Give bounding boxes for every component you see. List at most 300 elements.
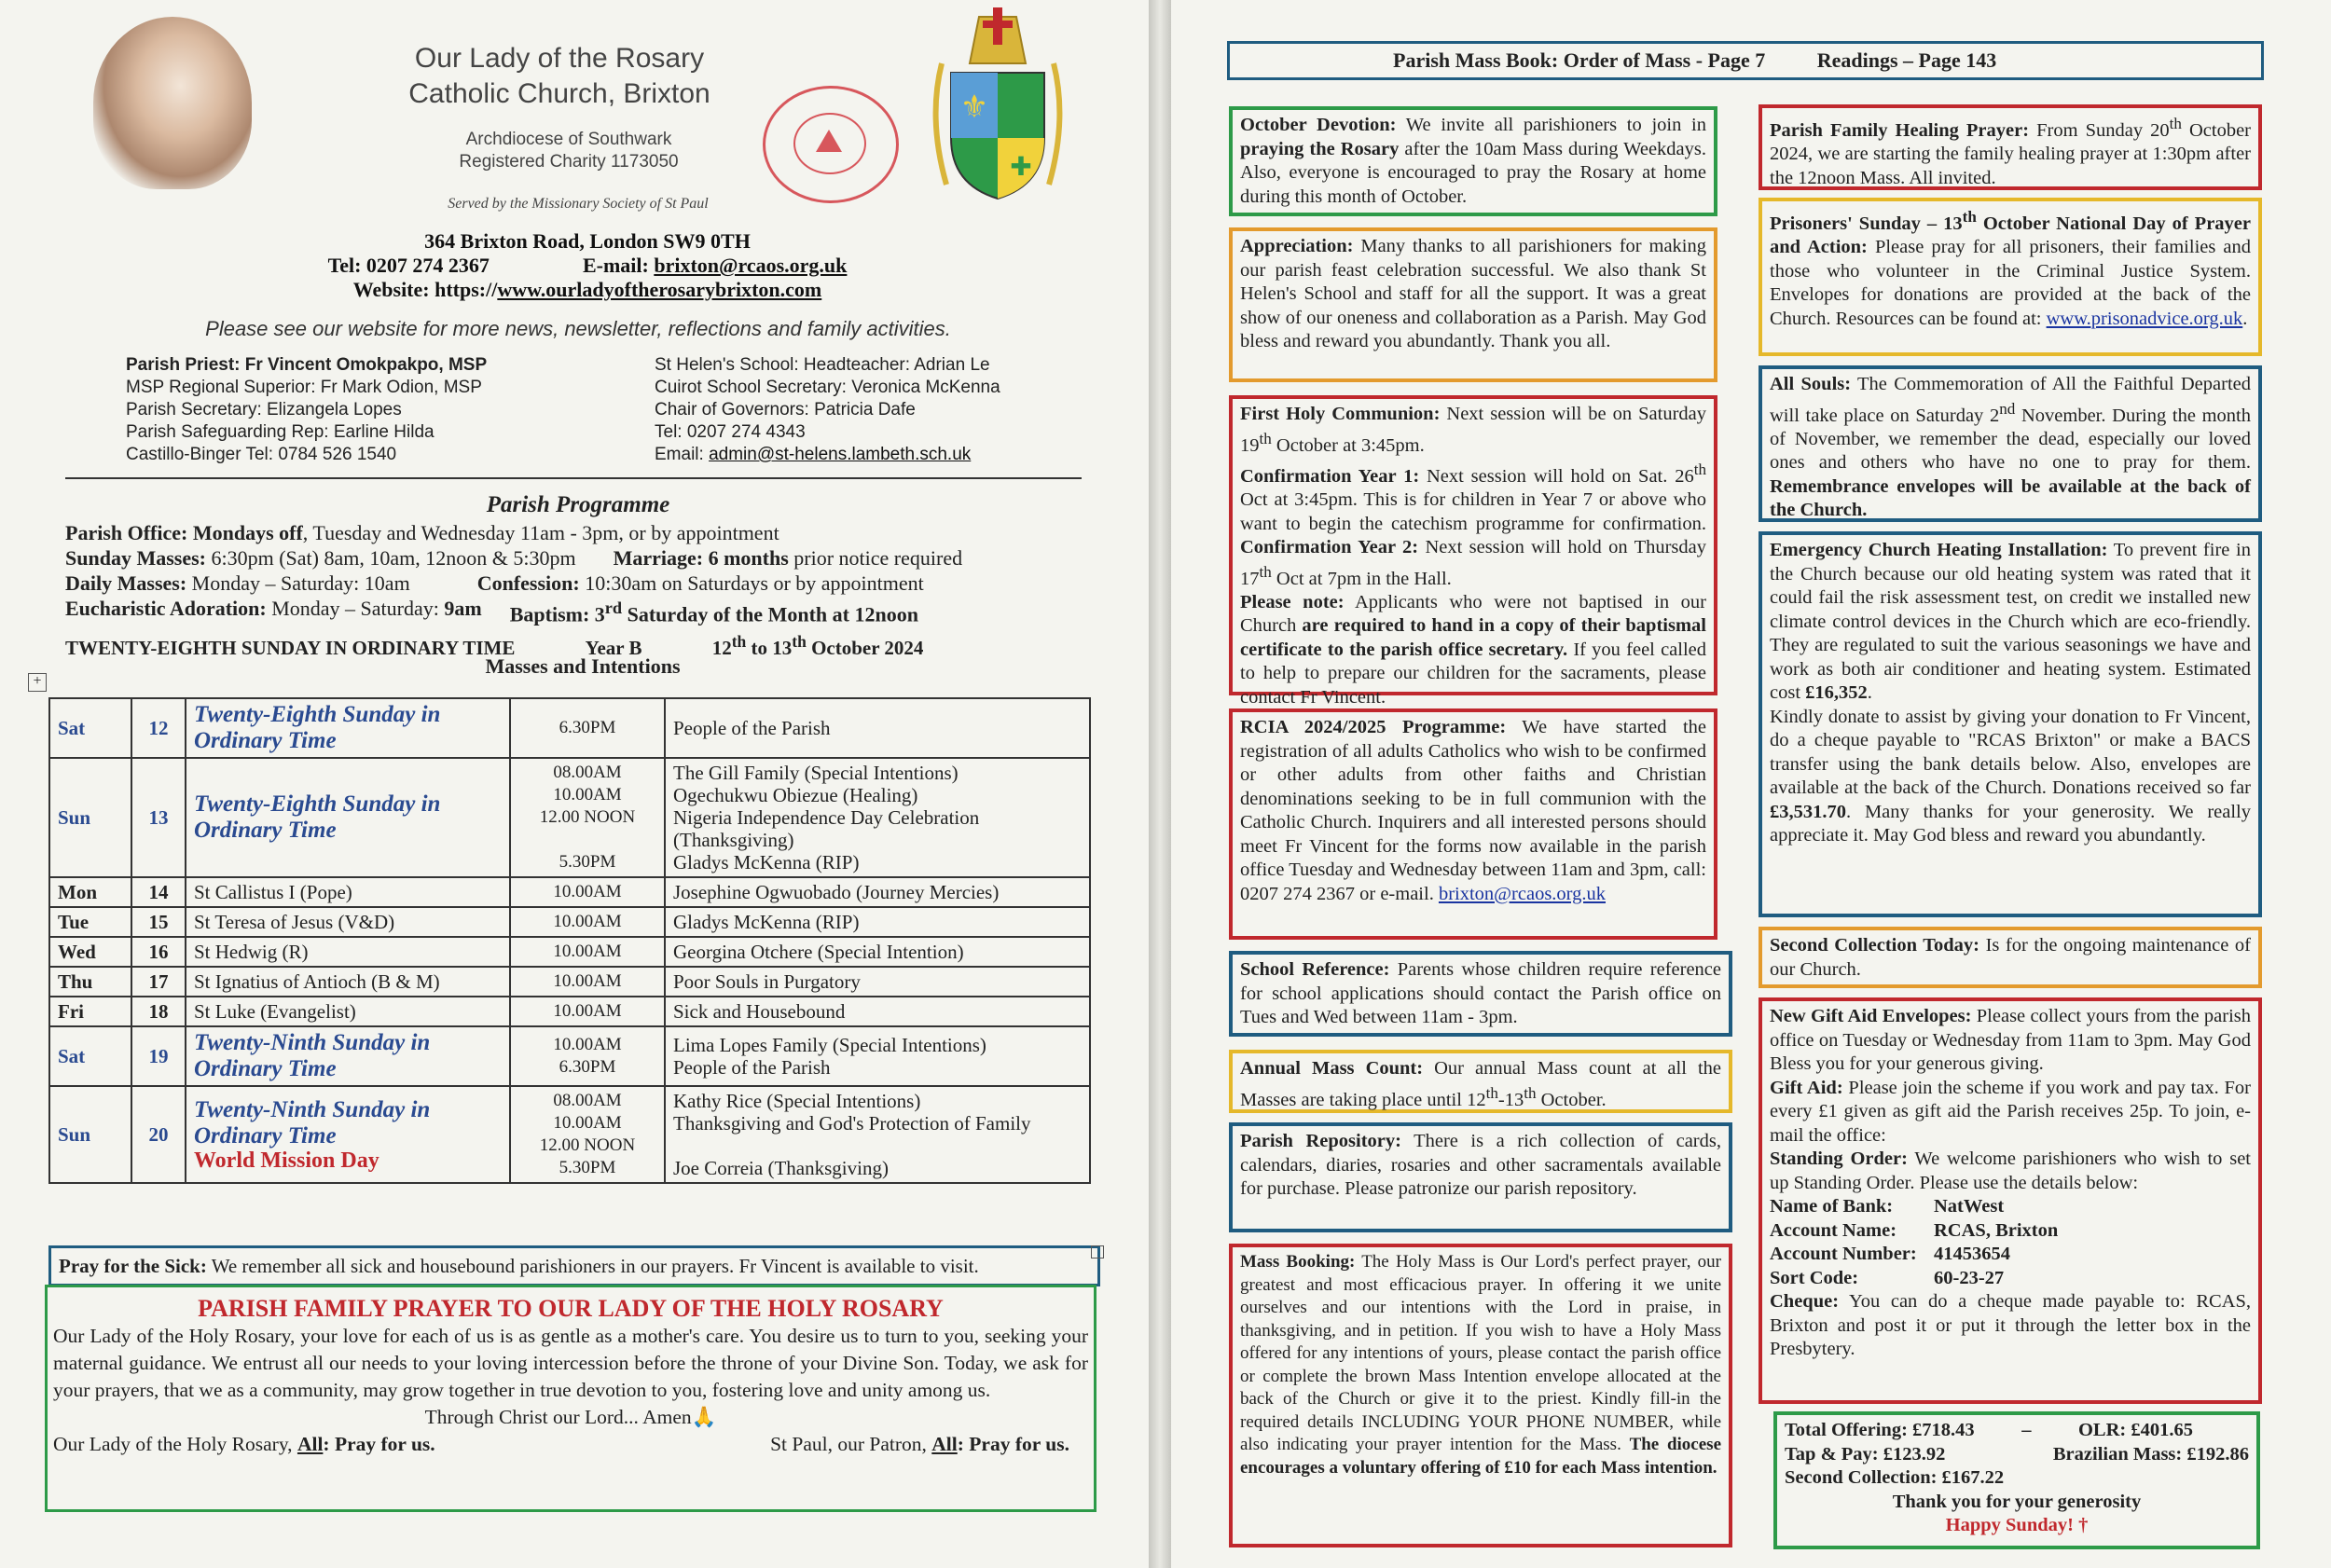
feast-name: Twenty-Ninth Sunday in Ordinary Time — [194, 1097, 431, 1148]
programme-title: Parish Programme — [486, 492, 670, 517]
prison-advice-link[interactable]: www.prisonadvice.org.uk — [2046, 308, 2243, 329]
mass-times — [510, 1086, 665, 1183]
mass-time: 6.30PM — [559, 718, 616, 737]
healing-prayer-notice — [1759, 104, 2262, 190]
school-staff-list — [655, 354, 1000, 466]
mass-day: Sat — [49, 698, 131, 758]
gift-aid-title: Gift Aid: — [1770, 1077, 1843, 1098]
contact-block — [149, 229, 1026, 302]
website-line — [149, 278, 1026, 302]
website-label: Website: https:// — [352, 278, 498, 301]
staff-right-3: Tel: 0207 274 4343 — [655, 422, 806, 442]
date-end: October 2024 — [806, 637, 924, 659]
mass-time: 5.30PM — [559, 852, 616, 872]
mass-time: 10.00AM — [553, 971, 622, 991]
mass-intentions — [665, 1086, 1090, 1183]
thanks-generosity: Thank you for your generosity — [1892, 1491, 2142, 1512]
svg-text:✚: ✚ — [1010, 151, 1032, 182]
total-offering: Total Offering: £718.43 — [1785, 1420, 1975, 1440]
october-text-a: We invite all parishioners to join in — [1396, 115, 1706, 135]
liturgical-sunday-title: TWENTY-EIGHTH SUNDAY IN ORDINARY TIME — [65, 637, 516, 659]
prisoners-title: Prisoners' Sunday – 13 — [1770, 213, 1963, 234]
mass-intention: Gladys McKenna (RIP) — [673, 911, 860, 933]
date-mid: to 13 — [746, 637, 793, 659]
mass-date: 17 — [131, 967, 186, 997]
church-title — [373, 41, 746, 112]
prisoners-sunday-notice — [1759, 198, 2262, 356]
archdiocese-coat-of-arms-logo — [923, 7, 1072, 203]
response-st-paul — [770, 1431, 1069, 1458]
mass-intentions — [665, 698, 1090, 758]
school-reference-notice — [1229, 951, 1732, 1037]
healing-text-b: October 2024, we are starting the family healing prayer at 1:30pm after the 12noon Mass. All invited. — [1770, 119, 2251, 188]
table-move-handle-icon[interactable]: + — [28, 673, 47, 692]
annual-sup2: th — [1524, 1083, 1537, 1102]
staff-right-1: Cuirot School Secretary: Veronica McKenna — [655, 378, 1000, 397]
resize-handle-icon[interactable] — [1091, 1245, 1104, 1259]
adoration-label: Eucharistic Adoration: — [65, 597, 267, 620]
parish-email-line — [583, 254, 847, 278]
mass-times — [510, 907, 665, 937]
mass-times — [510, 967, 665, 997]
mass-day: Wed — [49, 937, 131, 967]
feast-name: St Ignatius of Antioch (B & M) — [194, 970, 440, 993]
mass-intention: Nigeria Independence Day Celebration — [673, 806, 980, 829]
mass-booking-notice — [1229, 1244, 1732, 1547]
mass-intentions — [665, 967, 1090, 997]
october-bold: praying the Rosary — [1240, 138, 1400, 159]
heating-so-far: £3,531.70 — [1770, 801, 1846, 822]
october-devotion-notice — [1229, 106, 1717, 216]
staff-right-0: St Helen's School: Headteacher: Adrian Le — [655, 355, 990, 375]
second-collection-text: Is for the ongoing maintenance of our Church. — [1770, 935, 2251, 980]
mass-day: Sat — [49, 1026, 131, 1086]
booking-title: Mass Booking: — [1240, 1252, 1356, 1272]
october-text-b: after the 10am Mass during Weekdays. Also, everyone is encouraged to pray the Rosary at home during this month of October. — [1240, 138, 1706, 207]
readings-page: Readings – Page 143 — [1816, 48, 1997, 72]
marriage-info — [614, 545, 963, 571]
gift-envelopes-text: Please collect yours from the parish office on Tuesday or Wednesday from 11am to 3pm. May God Bless you for your generous giving. — [1770, 1006, 2251, 1074]
mass-time: 08.00AM — [553, 763, 622, 782]
cy2-sup: th — [1259, 562, 1272, 581]
charity-number: Registered Charity 1173050 — [459, 152, 679, 172]
mass-intention: Josephine Ogwuobado (Journey Mercies) — [673, 881, 1000, 903]
appreciation-notice — [1229, 227, 1717, 382]
left-page — [0, 0, 1149, 1568]
mass-feast — [186, 907, 510, 937]
prisoners-end: . — [2242, 308, 2248, 329]
totals-row-2 — [1785, 1443, 2249, 1467]
heating-title: Emergency Church Heating Installation: — [1770, 540, 2108, 560]
note-text-a: Applicants who were not baptised in our Church — [1240, 591, 1706, 637]
mass-intention: Lima Lopes Family (Special Intentions) — [673, 1034, 986, 1056]
confession-info — [477, 571, 924, 596]
svg-text:⚜: ⚜ — [959, 89, 989, 126]
totals-dash: – — [2021, 1420, 2032, 1440]
communion-title: First Holy Communion: — [1240, 404, 1441, 424]
october-title: October Devotion: — [1240, 115, 1397, 135]
sort-code-label: Sort Code: — [1770, 1267, 1859, 1288]
second-collection-title: Second Collection Today: — [1770, 935, 1979, 956]
gift-aid-text: Please join the scheme if you work and pay tax. For every £1 given as gift aid the Parish receives 25p. To join, e-mail the office: — [1770, 1077, 2251, 1146]
mass-row — [49, 877, 1090, 907]
masses-table — [48, 697, 1091, 1184]
account-name-label: Account Name: — [1770, 1219, 1897, 1241]
mass-time: 10.00AM — [553, 942, 622, 961]
mass-intentions — [665, 1026, 1090, 1086]
cheque-title: Cheque: — [1770, 1291, 1840, 1312]
church-title-line1: Our Lady of the Rosary — [414, 43, 705, 74]
mass-row — [49, 698, 1090, 758]
mass-time: 10.00AM — [553, 1035, 622, 1054]
all-souls-text-b: November. During the month of November, we remember the dead, especially our loved ones and others who have no one to pray for them. — [1770, 405, 2252, 474]
feast-name: St Hedwig (R) — [194, 941, 309, 963]
mass-feast — [186, 997, 510, 1026]
response-pray-1: : Pray for us. — [323, 1433, 435, 1455]
account-name: RCAS, Brixton — [1934, 1219, 2059, 1241]
gift-aid-notice — [1759, 997, 2262, 1404]
heating-thanks: . Many thanks for your generosity. We really appreciate it. May God bless and reward you abundantly. — [1770, 801, 2251, 846]
cy1-sup: th — [1693, 460, 1706, 478]
mass-intention: Sick and Housebound — [673, 1000, 846, 1023]
prayer-body: Our Lady of the Holy Rosary, your love for each of us is as gentle as a mother's care. You desire us to turn to you, seeking your maternal guidance. We entrust all our needs to your loving intercession before the throne of your Divine Son. Today, we ask for your prayers, that we as a community, may grow together in true devotion to you, fostering love and unity among us. — [53, 1325, 1088, 1401]
cy1-text-a: Next session will hold on Sat. 26 — [1419, 465, 1694, 487]
clergy-staff-list — [126, 354, 487, 466]
office-hours-text: , Tuesday and Wednesday 11am - 3pm, or by appointment — [302, 521, 779, 544]
marriage-label: Marriage: 6 months — [613, 546, 789, 570]
world-mission-day: World Mission Day — [194, 1148, 379, 1173]
mass-intentions — [665, 997, 1090, 1026]
sick-label: Pray for the Sick: — [59, 1255, 207, 1277]
mass-intention: Thanksgiving and God's Protection of Family — [673, 1112, 1031, 1135]
parish-email-link[interactable]: brixton@rcaos.org.uk — [654, 254, 848, 277]
annual-text-a: Our annual Mass count at all the Masses are taking place until 12 — [1240, 1058, 1721, 1110]
daily-masses-row — [65, 571, 1100, 596]
totals-row-1 — [1785, 1419, 2249, 1443]
seal-triangle-icon — [816, 130, 842, 152]
order-of-mass-page: Parish Mass Book: Order of Mass - Page 7 — [1393, 48, 1766, 72]
mass-book-header — [1227, 41, 2264, 80]
cy2-text-b: Oct at 7pm in the Hall. — [1271, 568, 1452, 589]
mass-intention: People of the Parish — [673, 1056, 831, 1079]
annual-title: Annual Mass Count: — [1240, 1058, 1424, 1079]
mass-date: 19 — [131, 1026, 186, 1086]
mass-day: Tue — [49, 907, 131, 937]
school-email-link[interactable]: admin@st-helens.lambeth.sch.uk — [709, 445, 972, 464]
second-collection-amount: Second Collection: £167.22 — [1785, 1467, 2005, 1488]
gift-envelopes-title: New Gift Aid Envelopes: — [1770, 1006, 1972, 1026]
baptism-info — [510, 596, 918, 626]
rcia-notice — [1229, 708, 1717, 940]
brazilian-mass-amount: Brazilian Mass: £192.86 — [2052, 1443, 2249, 1465]
bank-name: NatWest — [1934, 1196, 2005, 1217]
masses-table-body — [49, 698, 1090, 1183]
account-number: 41453654 — [1934, 1244, 2010, 1264]
first-holy-communion-notice — [1229, 395, 1717, 708]
mass-intentions — [665, 907, 1090, 937]
annual-sup1: th — [1485, 1083, 1498, 1102]
daily-masses-times: Monday – Saturday: 10am — [186, 571, 410, 595]
adoration-info — [65, 596, 482, 626]
mass-row — [49, 937, 1090, 967]
served-by: Served by the Missionary Society of St Paul — [448, 196, 709, 212]
response-all-2: All — [931, 1433, 958, 1455]
mass-date: 16 — [131, 937, 186, 967]
staff-right-2: Chair of Governors: Patricia Dafe — [655, 400, 916, 420]
account-number-label: Account Number: — [1770, 1244, 1917, 1264]
communion-text-end: October at 3:45pm. — [1271, 434, 1425, 456]
mass-feast — [186, 698, 510, 758]
sort-code: 60-23-27 — [1934, 1267, 2005, 1288]
baptism-sup: rd — [604, 598, 623, 617]
feast-name: Twenty-Eighth Sunday in Ordinary Time — [194, 702, 441, 753]
annual-text-c: October. — [1536, 1089, 1607, 1110]
mass-feast — [186, 967, 510, 997]
masses-title: Masses and Intentions — [485, 654, 681, 678]
liturgical-year: Year B — [585, 637, 642, 659]
mass-row — [49, 1086, 1090, 1183]
mass-time: 12.00 NOON — [539, 807, 636, 827]
all-souls-bold: Remembrance envelopes will be available at the back of the Church. — [1770, 475, 2251, 521]
archdiocese-info — [392, 129, 746, 173]
mass-time: 10.00AM — [553, 785, 622, 805]
confession-text: 10:30am on Saturdays or by appointment — [579, 571, 924, 595]
parish-phone: Tel: 0207 274 2367 — [327, 254, 490, 277]
prayer-amen: Through Christ our Lord... Amen🙏 — [424, 1406, 717, 1428]
mass-time: 10.00AM — [553, 1113, 622, 1133]
mass-date: 12 — [131, 698, 186, 758]
mass-date: 14 — [131, 877, 186, 907]
adoration-text: Monday – Saturday: — [266, 597, 445, 620]
mass-intention: Gladys McKenna (RIP) — [673, 851, 860, 873]
mass-intention: Georgina Otchere (Special Intention) — [673, 941, 964, 963]
mass-day: Fri — [49, 997, 131, 1026]
school-email-line — [655, 444, 1000, 466]
all-souls-text-a: The Commemoration of All the Faithful Departed will take place on Saturday 2 — [1770, 374, 2251, 426]
adoration-row — [65, 596, 1100, 626]
mass-date: 15 — [131, 907, 186, 937]
standing-order-title: Standing Order: — [1770, 1148, 1908, 1169]
tap-pay-amount: Tap & Pay: £123.92 — [1785, 1443, 1946, 1465]
offering-totals — [1773, 1411, 2260, 1549]
mass-intentions — [665, 877, 1090, 907]
note-bold: are required to hand in a copy of their baptismal certificate to the parish office secretary. — [1240, 615, 1706, 660]
mass-day: Sun — [49, 758, 131, 877]
header-divider — [65, 477, 1082, 479]
date-b-sup: th — [792, 632, 807, 651]
healing-sup: th — [2169, 115, 2182, 132]
booking-text: The Holy Mass is Our Lord's perfect prayer, our greatest and most efficacious prayer. In offering it we unite ourselves and our intentions with the Lord in praise, in thanksgiving, and in petition. If you wish to have a Holy Mass offered for any intentions of yours, please contact the parish office or complete the brown Mass Intention envelope allocated at the back of the Church or give it to the priest. Kindly fill-in the required details INCLUDING YOUR PHONE NUMBER, while also indicating your prayer intention for the Mass. — [1240, 1252, 1721, 1454]
rcia-text: We have started the registration of all adults Catholics who wish to be confirmed or other adults from other faiths and Christian denominations seeking to be in full communion with the Catholic Church. Inquirers and all interested persons should meet Fr Vincent for the forms now available in the parish office Tuesday and Wednesday between 11am and 3pm, call: 0207 274 2367 or e-mail. — [1240, 717, 1706, 904]
rcia-title: RCIA 2024/2025 Programme: — [1240, 717, 1507, 737]
mass-times — [510, 997, 665, 1026]
mass-times — [510, 1026, 665, 1086]
communion-text: Next session will be on Saturday 19 — [1240, 404, 1706, 456]
second-collection-notice — [1759, 927, 2262, 988]
mass-date: 20 — [131, 1086, 186, 1183]
annual-mass-count-notice — [1229, 1050, 1732, 1113]
mass-row — [49, 758, 1090, 877]
office-hours — [65, 520, 1100, 545]
mass-row — [49, 907, 1090, 937]
mass-day: Thu — [49, 967, 131, 997]
mass-times — [510, 758, 665, 877]
mass-date: 18 — [131, 997, 186, 1026]
office-label: Parish Office: Mondays off — [65, 521, 303, 544]
mass-row — [49, 967, 1090, 997]
daily-masses — [65, 571, 410, 596]
mass-feast — [186, 758, 510, 877]
daily-masses-label: Daily Masses: — [65, 571, 187, 595]
heating-installation-notice: Emergency Church Heating Installation: To prevent fire in the Church because our old heating system was rated that it could fail the risk assessment test, on credit we installed new climate control devices in the Church which are eco-friendly. They are regulated to suit the various seasonings we have and work as both air conditioner and heating system. Estimated cost £16,352. Kindly donate to assist by giving your donation to Fr Vincent, do a cheque payable to "RCAS Brixton" or make a BACS transfer using the bank details below. Also, envelopes are available at the back of the Church. Donations received so far £3,531.70. Many thanks for your generosity. We really appreciate it. May God bless and reward you abundantly. — [1759, 531, 2262, 917]
note-text-b: If you feel called to help to prepare our children for the sacraments, please contact Fr Vincent. — [1240, 639, 1707, 708]
parish-repository-notice — [1229, 1122, 1732, 1232]
website-note: Please see our website for more news, newsletter, reflections and family activities. — [205, 317, 951, 340]
mass-date: 13 — [131, 758, 186, 877]
response-our-lady-text: Our Lady of the Holy Rosary, — [53, 1433, 297, 1455]
mass-row — [49, 1026, 1090, 1086]
happy-sunday: Happy Sunday! † — [1945, 1515, 2089, 1535]
response-st-paul-text: St Paul, our Patron, — [770, 1433, 932, 1455]
mass-time: 6.30PM — [559, 1057, 616, 1077]
confirmation-year2-title: Confirmation Year 2: — [1240, 537, 1419, 558]
mass-time: 12.00 NOON — [539, 1135, 636, 1155]
sunday-masses-row — [65, 545, 1100, 571]
website-link[interactable]: www.ourladyoftherosarybrixton.com — [497, 278, 822, 301]
parish-family-prayer — [45, 1285, 1097, 1512]
mass-time: 10.00AM — [553, 1001, 622, 1021]
mass-time: 5.30PM — [559, 1158, 616, 1177]
appreciation-text: Many thanks to all parishioners for making our parish feast celebration successful. We also thank St Helen's School and staff for all the support. It was a great show of our oneness and collaboration as a Parish. May God bless and reward you abundantly. Thank you all. — [1240, 236, 1706, 351]
communion-sup: th — [1259, 429, 1272, 447]
prisoners-sup: th — [1962, 208, 1977, 226]
mass-intention — [673, 1135, 1082, 1157]
school-reference-title: School Reference: — [1240, 959, 1390, 980]
sunday-masses-times: 6:30pm (Sat) 8am, 10am, 12noon & 5:30pm — [205, 546, 576, 570]
standing-order-text: We welcome parishioners who wish to set up Standing Order. Please use the details below: — [1770, 1148, 2251, 1193]
feast-name: Twenty-Eighth Sunday in Ordinary Time — [194, 791, 441, 843]
mass-intentions — [665, 758, 1090, 877]
staff-left-4: Castillo-Binger Tel: 0784 526 1540 — [126, 445, 397, 464]
parish-address: 364 Brixton Road, London SW9 0TH — [424, 229, 751, 253]
mass-intention: Ogechukwu Obiezue (Healing) — [673, 784, 918, 806]
pray-for-sick — [48, 1245, 1100, 1286]
feast-name: Twenty-Ninth Sunday in Ordinary Time — [194, 1030, 431, 1081]
baptism-label: Baptism: 3 — [509, 602, 605, 626]
all-souls-notice — [1759, 365, 2262, 522]
mass-intention: Poor Souls in Purgatory — [673, 970, 861, 993]
baptism-text: Saturday of the Month at — [622, 602, 855, 626]
church-title-line2: Catholic Church, Brixton — [408, 78, 710, 109]
cy2-text-a: Next session will hold on Thursday 17 — [1240, 537, 1706, 589]
email-label: E-mail: — [582, 254, 655, 277]
baptism-time: 12noon — [854, 602, 918, 626]
prayer-title: PARISH FAMILY PRAYER TO OUR LADY OF THE HOLY ROSARY — [198, 1295, 944, 1322]
bank-name-label: Name of Bank: — [1770, 1196, 1894, 1217]
mass-times — [510, 937, 665, 967]
repository-title: Parish Repository: — [1240, 1131, 1401, 1151]
confirmation-year1-title: Confirmation Year 1: — [1240, 465, 1420, 487]
staff-left-0: Parish Priest: Fr Vincent Omokpakpo, MSP — [126, 355, 488, 375]
our-lady-portrait-image — [93, 17, 252, 189]
cheque-text: You can do a cheque made payable to: RCAS, Brixton and post it or put it through the letter box in the Presbytery. — [1770, 1291, 2251, 1359]
school-reference-text: Parents whose children require reference for school applications should contact the Parish office on Tues and Wed between 11am - 3pm. — [1240, 959, 1721, 1027]
all-souls-title: All Souls: — [1770, 374, 1852, 394]
appreciation-title: Appreciation: — [1240, 236, 1354, 256]
response-our-lady — [53, 1431, 435, 1458]
mass-feast — [186, 1086, 510, 1183]
booking-bold: The diocese encourages a voluntary offering of £10 for each Mass intention. — [1240, 1435, 1722, 1478]
healing-text-a: From Sunday 20 — [2029, 119, 2170, 141]
mass-time: 10.00AM — [553, 882, 622, 901]
mass-times — [510, 698, 665, 758]
right-page — [1171, 0, 2331, 1568]
bank-details — [1770, 1195, 2251, 1290]
sunday-masses-label: Sunday Masses: — [65, 546, 206, 570]
msp-seal-logo — [763, 86, 899, 203]
mass-feast — [186, 1026, 510, 1086]
mass-time: 08.00AM — [553, 1091, 622, 1110]
mass-day: Sun — [49, 1086, 131, 1183]
response-all-1: All — [297, 1433, 324, 1455]
response-pray-2: : Pray for us. — [957, 1433, 1069, 1455]
confession-label: Confession: — [476, 571, 580, 595]
repository-text: There is a rich collection of cards, calendars, diaries, rosaries and other sacramentals available for purchase. Please patronize our parish repository. — [1240, 1131, 1721, 1199]
archdiocese: Archdiocese of Southwark — [465, 130, 672, 149]
mass-intention: Kathy Rice (Special Intentions) — [673, 1090, 921, 1112]
sunday-masses — [65, 545, 576, 571]
mass-intentions — [665, 937, 1090, 967]
annual-text-b: -13 — [1497, 1089, 1524, 1110]
sick-text: We remember all sick and housebound parishioners in our prayers. Fr Vincent is available to visit. — [206, 1255, 979, 1277]
feast-name: St Teresa of Jesus (V&D) — [194, 911, 395, 933]
staff-left-2: Parish Secretary: Elizangela Lopes — [126, 400, 402, 420]
marriage-text: prior notice required — [788, 546, 963, 570]
feast-name: St Callistus I (Pope) — [194, 881, 352, 903]
date-a-sup: th — [731, 632, 747, 651]
mass-intention: The Gill Family (Special Intentions) — [673, 762, 959, 784]
prayer-responses — [53, 1431, 1088, 1458]
date-a: 12 — [711, 637, 732, 659]
heating-cost: £16,352 — [1805, 682, 1868, 703]
mass-times — [510, 877, 665, 907]
mass-intention: (Thanksgiving) — [673, 829, 794, 851]
mass-time — [518, 829, 656, 851]
cy1-text-b: Oct at 3:45pm. This is for children in Year 7 or above who want to begin the catechism programme for confirmation. — [1240, 489, 1706, 534]
heating-donate-text: Kindly donate to assist by giving your donation to Fr Vincent, do a cheque payable to "RCAS Brixton" or make a BACS transfer using the bank details below. Also, envelopes are available at the back of the Church. Donations received so far — [1770, 706, 2251, 798]
staff-left-3: Parish Safeguarding Rep: Earline Hilda — [126, 422, 434, 442]
mass-row — [49, 997, 1090, 1026]
mass-day: Mon — [49, 877, 131, 907]
phone-email-row — [149, 254, 1026, 278]
page-fold — [1149, 0, 1171, 1568]
healing-title: Parish Family Healing Prayer: — [1770, 119, 2030, 141]
all-souls-sup: nd — [1999, 399, 2016, 418]
feast-name: St Luke (Evangelist) — [194, 1000, 356, 1023]
mass-intention: Joe Correia (Thanksgiving) — [673, 1157, 889, 1179]
olr-amount: OLR: £401.65 — [2077, 1420, 2193, 1440]
heating-text: To prevent fire in the Church because our old heating system was rated that it could fail the risk assessment test, on credit we installed new climate control devices in the Church which are eco-friendly. They are regulated to suit the various seasonings we have and work as both air conditioner and heating system. Estimated cost — [1770, 540, 2251, 703]
school-email-label: Email: — [655, 445, 710, 464]
mass-feast — [186, 937, 510, 967]
note-title: Please note: — [1240, 591, 1345, 612]
adoration-time: 9am — [444, 597, 482, 620]
rcia-email-link[interactable]: brixton@rcaos.org.uk — [1438, 883, 1607, 904]
mass-intention: People of the Parish — [673, 717, 831, 739]
staff-left-1: MSP Regional Superior: Fr Mark Odion, MSP — [126, 378, 482, 397]
prisoners-title2: October National Day of Prayer and Action: — [1770, 213, 2251, 258]
mass-feast — [186, 877, 510, 907]
